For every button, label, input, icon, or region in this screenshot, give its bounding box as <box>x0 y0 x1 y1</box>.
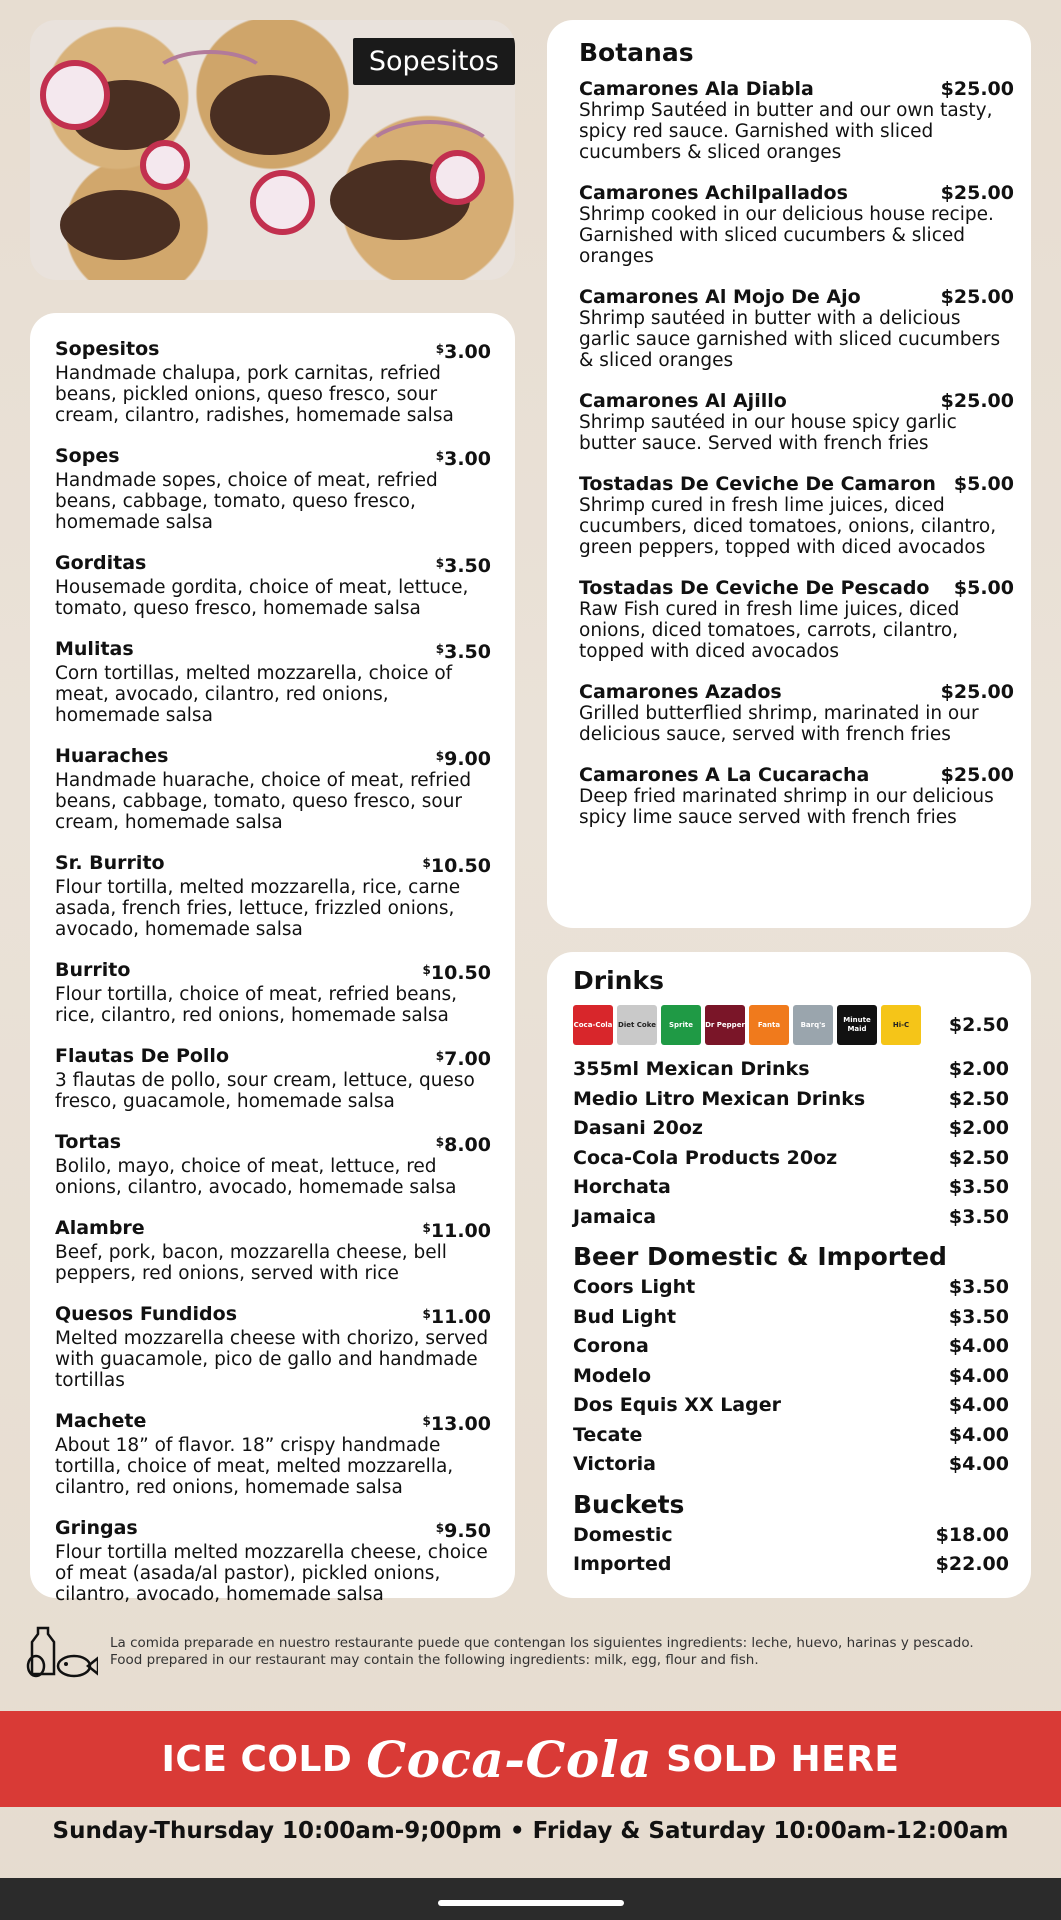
drink-row <box>573 1055 1009 1085</box>
dollar-sign: $ <box>422 963 431 977</box>
menu-item-price-value: 3.50 <box>444 555 491 577</box>
menu-item-price-value: 9.50 <box>444 1520 491 1542</box>
menu-item-price-value: 10.50 <box>430 962 491 984</box>
menu-item-price-value: 3.50 <box>444 641 491 663</box>
menu-item-header <box>55 339 491 363</box>
menu-item-price <box>436 639 491 663</box>
menu-item-header <box>55 1518 491 1542</box>
menu-item-name: Flautas De Pollo <box>55 1045 229 1067</box>
botana-item-price: $25.00 <box>940 681 1014 703</box>
menu-item <box>55 1132 491 1198</box>
coca-cola-logo: Coca-Cola <box>573 1005 613 1045</box>
beer-name: Victoria <box>573 1453 656 1475</box>
menu-item-price-value: 13.00 <box>430 1413 491 1435</box>
dr-pepper-logo: Dr Pepper <box>705 1005 745 1045</box>
botana-item-description: Shrimp Sautéed in butter and our own tasty, spicy red sauce. Garnished with sliced cucumbers & sliced oranges <box>579 100 993 163</box>
bucket-row <box>573 1550 1009 1580</box>
bucket-name: Imported <box>573 1553 672 1575</box>
bucket-price: $18.00 <box>935 1523 1009 1546</box>
botana-item-name: Camarones Ala Diabla <box>579 78 814 100</box>
barqs-logo: Barq's <box>793 1005 833 1045</box>
menu-item-description: Corn tortillas, melted mozzarella, choice of meat, avocado, cilantro, red onions, homemade salsa <box>55 663 453 726</box>
beer-row <box>573 1421 1009 1451</box>
menu-item-header <box>55 746 491 770</box>
botana-item-price: $25.00 <box>940 286 1014 308</box>
botana-item-price: $25.00 <box>940 764 1014 786</box>
bucket-row <box>573 1521 1009 1551</box>
menu-item-description: Melted mozzarella cheese with chorizo, served with guacamole, pico de gallo and handmade tortillas <box>55 1328 489 1391</box>
botana-item-description: Shrimp cooked in our delicious house recipe. Garnished with sliced cucumbers & sliced oranges <box>579 204 994 267</box>
menu-item-name: Burrito <box>55 959 131 981</box>
drink-row <box>573 1144 1009 1174</box>
milk-egg-fish-icon <box>24 1622 98 1682</box>
menu-item-price <box>423 1218 491 1242</box>
dollar-sign: $ <box>435 749 445 763</box>
menu-item <box>55 339 491 426</box>
botana-item <box>579 79 1014 163</box>
beer-name: Corona <box>573 1335 649 1357</box>
banner-left-text: ICE COLD <box>161 1738 353 1780</box>
drink-price: $2.50 <box>948 1087 1009 1110</box>
menu-item-price <box>423 1304 491 1328</box>
botana-item-name: Tostadas De Ceviche De Camaron <box>579 473 936 495</box>
drink-price: $3.50 <box>948 1205 1009 1228</box>
beer-price: $4.00 <box>948 1335 1009 1357</box>
menu-item-header <box>55 1411 491 1435</box>
beer-name: Dos Equis XX Lager <box>573 1394 781 1416</box>
menu-item <box>55 1518 491 1605</box>
botana-item <box>579 183 1014 267</box>
drink-name: Medio Litro Mexican Drinks <box>573 1087 866 1110</box>
dollar-sign: $ <box>422 1307 431 1321</box>
menu-item-header <box>55 1218 491 1242</box>
botana-item-price: $5.00 <box>953 473 1014 495</box>
botana-item-description: Shrimp sautéed in our house spicy garlic butter sauce. Served with french fries <box>579 412 957 454</box>
beer-name: Tecate <box>573 1423 643 1446</box>
beer-price: $4.00 <box>948 1453 1009 1475</box>
dollar-sign: $ <box>435 449 445 463</box>
menu-item-price <box>423 960 491 984</box>
menu-item-name: Mulitas <box>55 638 134 660</box>
dollar-sign: $ <box>422 856 431 870</box>
botana-item-name: Tostadas De Ceviche De Pescado <box>579 577 930 599</box>
menu-item <box>55 960 491 1026</box>
menu-item-header <box>55 1046 491 1070</box>
botana-item-header <box>579 474 1014 495</box>
botana-item-price: $25.00 <box>940 390 1014 412</box>
menu-item <box>55 1218 491 1284</box>
menu-item-description: Flour tortilla melted mozzarella cheese, choice of meat (asada/al pastor), pickled onions, cilantro, avocado, homemade salsa <box>55 1542 488 1605</box>
botana-item-price: $25.00 <box>940 78 1014 100</box>
menu-item-header <box>55 1304 491 1328</box>
drinks-card <box>547 952 1031 1598</box>
botana-item <box>579 391 1014 454</box>
menu-item-name: Gringas <box>55 1517 138 1539</box>
menu-item-price <box>436 1132 491 1156</box>
coca-cola-logo: Coca-Cola <box>366 1729 653 1789</box>
beer-price: $4.00 <box>948 1423 1009 1446</box>
system-nav-bar <box>0 1878 1061 1920</box>
botana-item-header <box>579 682 1014 703</box>
beer-row <box>573 1362 1009 1392</box>
sprite-logo: Sprite <box>661 1005 701 1045</box>
botana-item-header <box>579 765 1014 786</box>
menu-item-name: Huaraches <box>55 745 169 767</box>
dollar-sign: $ <box>435 342 445 356</box>
allergen-line-en: Food prepared in our restaurant may contain the following ingredients: milk, egg, flour and fish. <box>110 1652 759 1668</box>
botanas-title: Botanas <box>579 38 694 67</box>
botana-item-price: $5.00 <box>953 577 1014 599</box>
botanas-card <box>547 20 1031 928</box>
dollar-sign: $ <box>435 1521 445 1535</box>
menu-item-header <box>55 960 491 984</box>
drink-price: $2.00 <box>948 1117 1009 1139</box>
drink-name: Horchata <box>573 1176 671 1198</box>
menu-item-description: Bolilo, mayo, choice of meat, lettuce, red onions, cilantro, avocado, homemade salsa <box>55 1156 457 1198</box>
menu-item-description: Handmade huarache, choice of meat, refried beans, cabbage, tomato, queso fresco, sour cream, homemade salsa <box>55 770 472 833</box>
menu-item-description: Handmade sopes, choice of meat, refried beans, cabbage, tomato, queso fresco, homemade salsa <box>55 470 438 533</box>
botana-item-header <box>579 183 1014 204</box>
dollar-sign: $ <box>422 1221 431 1235</box>
menu-item-description: Handmade chalupa, pork carnitas, refried beans, pickled onions, queso fresco, sour cream, cilantro, radishes, homemade salsa <box>55 363 454 426</box>
menu-item-name: Machete <box>55 1410 147 1432</box>
menu-item-name: Alambre <box>55 1217 145 1239</box>
botana-item-description: Shrimp cured in fresh lime juices, diced cucumbers, diced tomatoes, onions, cilantro, green peppers, topped with diced avocados <box>579 495 997 558</box>
menu-item-header <box>55 853 491 877</box>
home-indicator[interactable] <box>438 1900 624 1906</box>
beer-price: $4.00 <box>948 1394 1009 1416</box>
menu-item-price-value: 3.00 <box>444 448 491 470</box>
drink-row <box>573 1114 1009 1144</box>
menu-item <box>55 1304 491 1391</box>
hero-food-photo <box>30 20 515 280</box>
coca-cola-banner <box>0 1711 1061 1807</box>
menu-item-description: Flour tortilla, choice of meat, refried beans, rice, cilantro, red onions, homemade salsa <box>55 984 458 1026</box>
menu-item-price-value: 11.00 <box>430 1220 491 1242</box>
botana-item-description: Deep fried marinated shrimp in our delicious spicy lime sauce served with french fries <box>579 786 994 828</box>
beer-name: Modelo <box>573 1364 652 1387</box>
menu-item-name: Sr. Burrito <box>55 852 165 874</box>
botana-item-price: $25.00 <box>940 182 1014 204</box>
drinks-title: Drinks <box>573 966 664 995</box>
banner-right-text: SOLD HERE <box>666 1738 900 1780</box>
menu-item-price-value: 7.00 <box>444 1048 491 1070</box>
menu-item-description: Beef, pork, bacon, mozzarella cheese, bell peppers, red onions, served with rice <box>55 1242 447 1284</box>
menu-item-name: Quesos Fundidos <box>55 1303 238 1325</box>
menu-item <box>55 639 491 726</box>
buckets-title: Buckets <box>573 1489 685 1519</box>
drink-price: $2.50 <box>948 1146 1009 1169</box>
menu-item-header <box>55 1132 491 1156</box>
menu-item <box>55 853 491 940</box>
beer-title: Beer Domestic & Imported <box>573 1242 947 1271</box>
dollar-sign: $ <box>435 1049 445 1063</box>
menu-item <box>55 746 491 833</box>
menu-item <box>55 1411 491 1498</box>
menu-item-price-value: 10.50 <box>430 855 491 877</box>
botana-item-header <box>579 79 1014 100</box>
menu-item-name: Sopesitos <box>55 338 160 360</box>
menu-item-price <box>436 553 491 577</box>
menu-item-description: About 18” of flavor. 18” crispy handmade tortilla, choice of meat, melted mozzarella, cilantro, red onions, homemade salsa <box>55 1435 454 1498</box>
menu-item-price-value: 11.00 <box>430 1306 491 1328</box>
allergen-line-es: La comida preparade en nuestro restaurante puede que contengan los siguientes ingredients: leche, huevo, harinas y pescado. <box>110 1635 974 1651</box>
beer-name: Coors Light <box>573 1276 696 1298</box>
menu-item-description: 3 flautas de pollo, sour cream, lettuce, queso fresco, guacamole, homemade salsa <box>55 1070 475 1112</box>
botana-item <box>579 682 1014 745</box>
dollar-sign: $ <box>422 1414 431 1428</box>
menu-item-price <box>436 746 491 770</box>
menu-item-price <box>436 1046 491 1070</box>
menu-item-price-value: 9.00 <box>444 748 491 770</box>
menu-item-price <box>436 446 491 470</box>
botana-item-description: Shrimp sautéed in butter with a delicious garlic sauce garnished with sliced cucumbers & sliced oranges <box>579 308 1001 371</box>
drink-name: 355ml Mexican Drinks <box>573 1058 810 1080</box>
beer-row <box>573 1332 1009 1362</box>
drink-row <box>573 1173 1009 1203</box>
diet-coke-logo: Diet Coke <box>617 1005 657 1045</box>
botana-item-name: Camarones Azados <box>579 681 782 703</box>
botana-item <box>579 765 1014 828</box>
photo-label: Sopesitos <box>353 38 515 85</box>
dollar-sign: $ <box>435 642 445 656</box>
menu-item-price-value: 3.00 <box>444 341 491 363</box>
botana-item-header <box>579 391 1014 412</box>
beer-price: $3.50 <box>948 1276 1009 1298</box>
menu-item-header <box>55 553 491 577</box>
beer-price: $3.50 <box>948 1305 1009 1328</box>
allergen-text <box>110 1635 974 1669</box>
drink-price: $2.00 <box>948 1058 1009 1080</box>
menu-item-description: Flour tortilla, melted mozzarella, rice, carne asada, french fries, lettuce, frizzled onions, avocado, homemade salsa <box>55 877 461 940</box>
botana-item-header <box>579 578 1014 599</box>
bucket-price: $22.00 <box>935 1553 1009 1575</box>
beer-row <box>573 1273 1009 1303</box>
menu-item-price <box>436 1518 491 1542</box>
menu-item-price-value: 8.00 <box>444 1134 491 1156</box>
drink-name: Coca-Cola Products 20oz <box>573 1146 838 1169</box>
opening-hours: Sunday-Thursday 10:00am-9;00pm • Friday & Saturday 10:00am-12:00am <box>52 1818 1009 1844</box>
botana-item-header <box>579 287 1014 308</box>
drink-row <box>573 1085 1009 1115</box>
menu-item-name: Gorditas <box>55 552 147 574</box>
allergen-notice <box>24 1622 1044 1682</box>
menu-item <box>55 446 491 533</box>
antojitos-card <box>30 313 515 1605</box>
beer-row <box>573 1391 1009 1421</box>
menu-item-name: Tortas <box>55 1131 122 1153</box>
menu-item-header <box>55 446 491 470</box>
hi-c-logo: Hi-C <box>881 1005 921 1045</box>
menu-item <box>55 553 491 619</box>
menu-item <box>55 1046 491 1112</box>
soda-logos-row <box>573 1005 1009 1045</box>
menu-item-price <box>436 339 491 363</box>
menu-item-price <box>423 1411 491 1435</box>
botana-item-name: Camarones Achilpallados <box>579 182 848 204</box>
drink-name: Jamaica <box>573 1205 657 1228</box>
menu-item-header <box>55 639 491 663</box>
botana-item <box>579 578 1014 662</box>
beer-row <box>573 1450 1009 1480</box>
botana-item <box>579 474 1014 558</box>
drink-name: Dasani 20oz <box>573 1117 703 1139</box>
bucket-name: Domestic <box>573 1523 673 1546</box>
beer-name: Bud Light <box>573 1305 677 1328</box>
botana-item-name: Camarones Al Mojo De Ajo <box>579 286 861 308</box>
beer-price: $4.00 <box>948 1364 1009 1387</box>
botana-item-description: Grilled butterflied shrimp, marinated in our delicious sauce, served with french fries <box>579 703 979 745</box>
menu-item-price <box>423 853 491 877</box>
drink-row <box>573 1203 1009 1233</box>
dollar-sign: $ <box>435 1135 445 1149</box>
menu-item-name: Sopes <box>55 445 120 467</box>
fanta-logo: Fanta <box>749 1005 789 1045</box>
dollar-sign: $ <box>435 556 445 570</box>
botana-item-name: Camarones A La Cucaracha <box>579 764 870 786</box>
botana-item-name: Camarones Al Ajillo <box>579 390 787 412</box>
botana-item-description: Raw Fish cured in fresh lime juices, diced onions, diced tomatoes, carrots, cilantro, topped with diced avocados <box>579 599 960 662</box>
drink-price: $3.50 <box>948 1176 1009 1198</box>
menu-item-description: Housemade gordita, choice of meat, lettuce, tomato, queso fresco, homemade salsa <box>55 577 469 619</box>
beer-row <box>573 1303 1009 1333</box>
soda-price: $2.50 <box>948 1014 1009 1036</box>
botana-item <box>579 287 1014 371</box>
minute-maid-logo: Minute Maid <box>837 1005 877 1045</box>
